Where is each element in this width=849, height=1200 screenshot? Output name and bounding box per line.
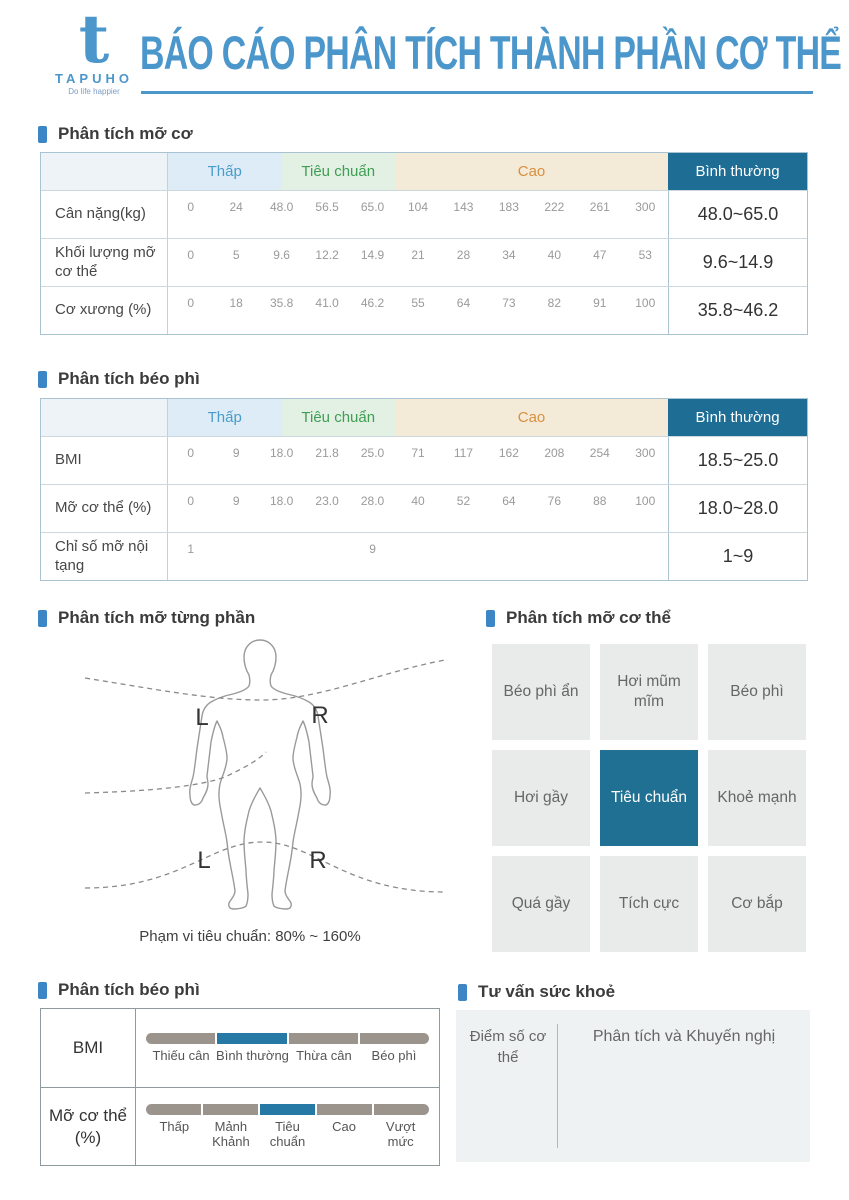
scale-tick: 40 (411, 494, 425, 508)
bar-segment (203, 1104, 258, 1115)
scale-tick: 9 (369, 542, 376, 556)
bar-segment (260, 1104, 315, 1115)
grid-cell-label: Béo phì (730, 682, 784, 700)
scale-tick: 104 (407, 200, 428, 214)
scale-tick: 100 (635, 296, 656, 310)
scale-tick: 65.0 (360, 200, 385, 214)
bar-segment-label: Thiếu cân (152, 1047, 210, 1063)
scale-tick: 143 (453, 200, 474, 214)
standard-range-caption: Phạm vi tiêu chuẩn: 80% ~ 160% (139, 928, 361, 945)
scale-tick: 18 (229, 296, 243, 310)
grid-cell (708, 856, 806, 952)
scale-tick: 300 (635, 200, 656, 214)
range-value: 1~9 (668, 533, 807, 580)
scale-values (168, 239, 668, 286)
scale-tick: 24 (229, 200, 243, 214)
grid-cell-label: Hơi gầy (513, 788, 569, 806)
table-row (41, 238, 807, 286)
row-label: Mỡ cơ thể (%) (41, 485, 168, 532)
scale-tick: 21.8 (315, 446, 339, 460)
bar-row-label: BMI (41, 1009, 136, 1087)
table-corner-cell (41, 399, 168, 436)
grid-cell-label: Khoẻ mạnh (717, 788, 797, 806)
scale-tick: 64 (502, 494, 516, 508)
scale-tick: 5 (232, 248, 240, 262)
muscle-fat-table (40, 152, 808, 335)
scale-values (168, 485, 668, 532)
scale-tick: 23.0 (315, 494, 339, 508)
bar-segment-label: Cao (332, 1118, 356, 1134)
scale-tick: 1 (187, 542, 195, 556)
grid-cell (708, 644, 806, 740)
dashed-guide-waist (85, 752, 266, 793)
row-label: Khối lượng mỡ cơ thể (41, 239, 168, 286)
row-label: Cân nặng(kg) (41, 191, 168, 238)
bar-segment (217, 1033, 286, 1044)
table-row (41, 484, 807, 532)
scale-tick: 47 (593, 248, 607, 262)
zone-low-header: Thấp (168, 153, 282, 190)
section-title: Phân tích béo phì (58, 980, 200, 999)
scale-tick: 41.0 (315, 296, 339, 310)
section-marker-icon (486, 610, 495, 627)
bar-row-label: Mỡ cơ thể (%) (41, 1088, 136, 1165)
brand-tagline: Do life happier (68, 87, 120, 96)
row-label: Cơ xương (%) (41, 287, 168, 334)
bar-labels (146, 1049, 429, 1064)
zone-standard-header: Tiêu chuẩn (282, 399, 396, 436)
scale-tick: 18.0 (269, 446, 294, 460)
bar-segment-label: Bình thường (216, 1047, 289, 1063)
grid-cell (492, 644, 590, 740)
scale-tick: 34 (502, 248, 516, 262)
grid-cell-label: Quá gầy (511, 894, 571, 912)
scale-values (168, 533, 668, 580)
range-value: 18.0~28.0 (668, 485, 807, 532)
scale-tick: 14.9 (360, 248, 385, 262)
scale-tick: 91 (593, 296, 607, 310)
dashed-guide-legs (85, 842, 445, 892)
bar-segment-label: Mảnh Khảnh (212, 1118, 250, 1149)
range-value: 9.6~14.9 (668, 239, 807, 286)
section-marker-icon (38, 610, 47, 627)
zone-standard-header: Tiêu chuẩn (282, 153, 396, 190)
section-marker-icon (38, 982, 47, 999)
scale-tick: 18.0 (269, 494, 294, 508)
bar-track (146, 1104, 429, 1115)
section-title: Phân tích mỡ cơ thể (506, 608, 671, 627)
table-row (41, 286, 807, 334)
brand-name: TAPUHO (55, 71, 133, 86)
brand-logo (38, 0, 150, 96)
scale-tick: 25.0 (360, 446, 385, 460)
body-score-label: Điểm số cơ thể (469, 1028, 547, 1066)
bar-row (41, 1009, 439, 1087)
scale-tick: 48.0 (269, 200, 294, 214)
scale-tick: 183 (498, 200, 519, 214)
scale-tick: 0 (187, 446, 195, 460)
body-figure (30, 630, 470, 924)
scale-tick: 88 (593, 494, 607, 508)
scale-values (168, 437, 668, 484)
scale-tick: 254 (589, 446, 610, 460)
section-title: Phân tích mỡ từng phần (58, 608, 256, 627)
scale-tick: 82 (547, 296, 562, 310)
scale-tick: 300 (635, 446, 656, 460)
section-marker-icon (458, 984, 467, 1001)
bar-segment (374, 1104, 429, 1115)
zone-high-header: Cao (395, 153, 668, 190)
range-value: 18.5~25.0 (668, 437, 807, 484)
grid-cell-label: Béo phì ẩn (503, 682, 579, 700)
bar-segment-label: Tiêu chuẩn (269, 1118, 306, 1149)
table-row (41, 436, 807, 484)
range-value: 48.0~65.0 (668, 191, 807, 238)
bar-segment (360, 1033, 429, 1044)
scale-tick: 28.0 (360, 494, 385, 508)
normal-range-header: Bình thường (668, 153, 807, 190)
bar-area (136, 1088, 439, 1165)
logo-t-icon: t (78, 0, 110, 78)
scale-tick: 117 (453, 446, 474, 460)
bar-area (136, 1009, 439, 1087)
scale-tick: 56.5 (315, 200, 339, 214)
grid-cell (600, 856, 698, 952)
grid-cell (492, 750, 590, 846)
scale-tick: 222 (544, 200, 565, 214)
bar-segment (146, 1104, 201, 1115)
health-advice-panel (456, 1010, 810, 1162)
obesity-table (40, 398, 808, 581)
grid-cell-label: Cơ bắp (731, 894, 783, 912)
section-title: Phân tích béo phì (58, 369, 200, 388)
section-obesity (38, 369, 200, 389)
grid-cell (708, 750, 806, 846)
body-fat-grid (492, 644, 806, 952)
bar-segment (289, 1033, 358, 1044)
scale-tick: 35.8 (269, 296, 294, 310)
grid-cell (600, 644, 698, 740)
grid-cell-label: Tích cực (618, 894, 680, 912)
zone-low-header: Thấp (168, 399, 282, 436)
scale-values (168, 287, 668, 334)
lower-left-label: L (197, 847, 211, 874)
bar-segment-label: Vượt mức (385, 1118, 416, 1149)
lower-right-label: R (309, 847, 327, 874)
scale-tick: 40 (547, 248, 562, 262)
bar-row (41, 1087, 439, 1165)
bar-track (146, 1033, 429, 1044)
row-label: Chỉ số mỡ nội tạng (41, 533, 168, 580)
row-label: BMI (41, 437, 168, 484)
scale-tick: 71 (411, 446, 425, 460)
scale-tick: 208 (544, 446, 565, 460)
scale-tick: 73 (502, 296, 516, 310)
scale-values (168, 191, 668, 238)
bar-segment-label: Thừa cân (296, 1047, 352, 1063)
section-marker-icon (38, 371, 47, 388)
range-value: 35.8~46.2 (668, 287, 807, 334)
table-corner-cell (41, 153, 168, 190)
zone-band (168, 399, 668, 436)
table-row (41, 532, 807, 580)
upper-right-label: R (311, 702, 329, 729)
zone-high-header: Cao (395, 399, 668, 436)
bar-segment (146, 1033, 215, 1044)
table-header-row (41, 153, 807, 190)
upper-left-label: L (195, 704, 209, 731)
bar-segment-label: Béo phì (371, 1047, 417, 1063)
scale-tick: 46.2 (360, 296, 385, 310)
scale-tick: 64 (456, 296, 471, 310)
report-title: BÁO CÁO PHÂN TÍCH THÀNH PHẦN CƠ THỂ (140, 26, 842, 79)
section-health-advice (458, 982, 615, 1002)
grid-cell (492, 856, 590, 952)
bar-segment (317, 1104, 372, 1115)
scale-tick: 162 (498, 446, 519, 460)
section-title: Phân tích mỡ cơ (58, 124, 193, 143)
grid-cell (600, 750, 698, 846)
bar-labels (146, 1120, 429, 1150)
scale-tick: 0 (187, 494, 195, 508)
scale-tick: 9.6 (273, 248, 290, 262)
scale-tick: 0 (187, 296, 195, 310)
scale-tick: 12.2 (315, 248, 339, 262)
section-muscle-fat (38, 124, 193, 144)
table-header-row (41, 399, 807, 436)
section-body-fat-grid (486, 608, 671, 628)
bar-segment-label: Thấp (159, 1118, 190, 1134)
scale-tick: 55 (411, 296, 425, 310)
normal-range-header: Bình thường (668, 399, 807, 436)
scale-tick: 100 (635, 494, 656, 508)
grid-cell-label: Tiêu chuẩn (610, 788, 688, 806)
scale-tick: 261 (589, 200, 610, 214)
scale-tick: 21 (411, 248, 425, 262)
body-figure-svg (30, 630, 470, 924)
scale-tick: 0 (187, 248, 195, 262)
analysis-recommendation-label: Phân tích và Khuyến nghị (592, 1028, 776, 1045)
section-segmental-fat (38, 608, 255, 628)
grid-cell-label: Hơi mũm mĩm (617, 672, 681, 710)
section-marker-icon (38, 126, 47, 143)
table-row (41, 190, 807, 238)
obesity-bars-table (40, 1008, 440, 1166)
scale-tick: 53 (638, 248, 652, 262)
scale-tick: 9 (232, 446, 240, 460)
scale-tick: 0 (187, 200, 195, 214)
scale-tick: 52 (456, 494, 471, 508)
title-underline (141, 91, 813, 94)
dashed-guide-shoulders (85, 660, 445, 700)
zone-band (168, 153, 668, 190)
scale-tick: 9 (232, 494, 240, 508)
section-title: Tư vấn sức khoẻ (478, 982, 616, 1001)
section-obesity-bars (38, 980, 200, 1000)
scale-tick: 28 (456, 248, 471, 262)
scale-tick: 76 (547, 494, 562, 508)
